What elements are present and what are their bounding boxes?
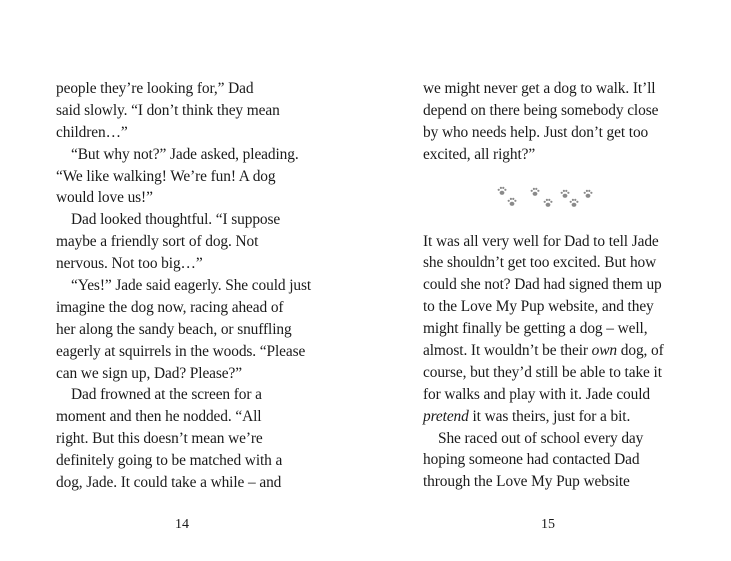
paw-print-icon xyxy=(530,187,540,197)
text-line-with-emphasis xyxy=(423,406,685,428)
paw-print-icon xyxy=(583,189,593,199)
emphasis-text: pretend xyxy=(423,407,469,425)
page-number-left: 14 xyxy=(175,517,189,532)
text-line: moment and then he nodded. “All xyxy=(56,408,262,426)
text-line: imagine the dog now, racing ahead of xyxy=(56,298,284,316)
page-number-right: 15 xyxy=(541,517,555,532)
text-line: children…” xyxy=(56,123,128,141)
text-line: “But why not?” Jade asked, pleading. xyxy=(71,145,299,163)
emphasis-text: own xyxy=(591,342,618,360)
left-page-text xyxy=(56,78,316,494)
text-line: she shouldn’t get too excited. But how xyxy=(423,254,657,272)
text-line: “We like walking! We’re fun! A dog xyxy=(56,167,276,185)
text-line: excited, all right?” xyxy=(423,145,536,163)
text-run: almost. It wouldn’t be their xyxy=(423,342,592,360)
text-line: right. But this doesn’t mean we’re xyxy=(56,430,263,448)
text-line: can we sign up, Dad? Please?” xyxy=(56,364,242,382)
text-line: “Yes!” Jade said eagerly. She could just xyxy=(71,277,312,295)
text-line: maybe a friendly sort of dog. Not xyxy=(56,233,259,251)
text-line: could she not? Dad had signed them up xyxy=(423,276,662,294)
text-line: depend on there being somebody close xyxy=(423,101,659,119)
text-line: to the Love My Pup website, and they xyxy=(423,298,654,316)
text-line: course, but they’d still be able to take it xyxy=(423,363,662,381)
text-run: dog, of xyxy=(617,342,664,360)
text-line: people they’re looking for,” Dad xyxy=(56,80,254,97)
text-line: hoping someone had contacted Dad xyxy=(423,451,640,469)
text-line: dog, Jade. It could take a while – and xyxy=(56,474,282,492)
text-line: by who needs help. Just don’t get too xyxy=(423,123,649,141)
text-line: said slowly. “I don’t think they mean xyxy=(56,101,280,119)
text-line: nervous. Not too big…” xyxy=(56,255,203,273)
text-line: definitely going to be matched with a xyxy=(56,452,283,470)
text-line: for walks and play with it. Jade could xyxy=(423,385,651,403)
text-line: It was all very well for Dad to tell Jade xyxy=(423,232,659,250)
text-line: Dad looked thoughtful. “I suppose xyxy=(71,211,281,229)
right-page-text xyxy=(423,78,685,493)
section-break-ornament xyxy=(423,166,685,231)
paw-print-icon xyxy=(569,198,579,208)
text-line: her along the sandy beach, or snuffling xyxy=(56,320,292,338)
paw-print-icon xyxy=(543,198,553,208)
text-line: eagerly at squirrels in the woods. “Please xyxy=(56,342,306,360)
text-line: might finally be getting a dog – well, xyxy=(423,320,648,338)
text-line: would love us!” xyxy=(56,189,153,207)
text-line: through the Love My Pup website xyxy=(423,473,630,491)
paw-print-icon xyxy=(507,197,517,207)
text-line: Dad frowned at the screen for a xyxy=(71,386,262,404)
text-line: She raced out of school every day xyxy=(438,429,644,447)
paw-print-icon xyxy=(497,186,507,196)
text-line: we might never get a dog to walk. It’ll xyxy=(423,80,656,97)
text-run: it was theirs, just for a bit. xyxy=(468,407,631,425)
text-line-with-emphasis xyxy=(423,340,685,362)
